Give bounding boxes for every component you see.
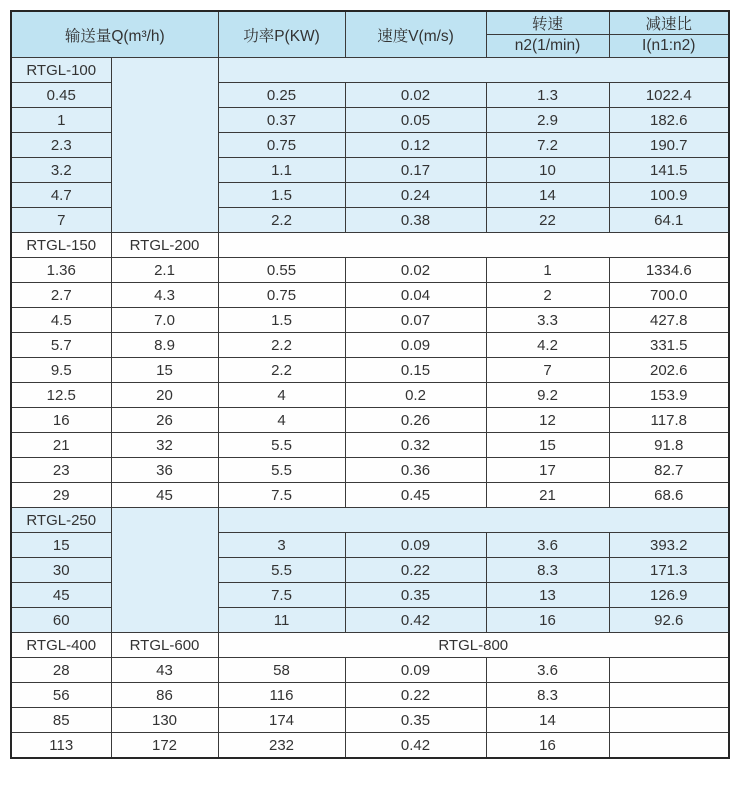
table-row [11,333,729,358]
value-cell: 5.7 [11,333,111,358]
table-row [11,733,729,759]
value-cell: 4.2 [486,333,609,358]
value-cell: 15 [11,533,111,558]
value-cell: 4.3 [111,283,218,308]
model-row [11,633,729,658]
value-cell: 91.8 [609,433,729,458]
value-cell: 1.5 [218,308,345,333]
value-cell: 60 [11,608,111,633]
value-cell: 2.1 [111,258,218,283]
value-cell: 43 [111,658,218,683]
value-cell: 26 [111,408,218,433]
value-cell: 331.5 [609,333,729,358]
value-cell: 1.36 [11,258,111,283]
value-cell: 0.38 [345,208,486,233]
value-cell: 116 [218,683,345,708]
value-cell: 36 [111,458,218,483]
value-cell: 16 [11,408,111,433]
spec-table [10,10,730,759]
value-cell: 7 [11,208,111,233]
value-cell: 130 [111,708,218,733]
value-cell: 1 [486,258,609,283]
value-cell: 2.9 [486,108,609,133]
value-cell: 141.5 [609,158,729,183]
value-cell: 8.3 [486,558,609,583]
value-cell: 17 [486,458,609,483]
empty-cell [609,658,729,683]
value-cell: 92.6 [609,608,729,633]
value-cell: 1.5 [218,183,345,208]
value-cell: 0.04 [345,283,486,308]
value-cell: 85 [11,708,111,733]
value-cell: 12.5 [11,383,111,408]
value-cell: 117.8 [609,408,729,433]
value-cell: 10 [486,158,609,183]
value-cell: 153.9 [609,383,729,408]
model-cell: RTGL-600 [111,633,218,658]
model-row [11,233,729,258]
table-row [11,483,729,508]
value-cell: 4.5 [11,308,111,333]
model-cell: RTGL-100 [11,58,111,83]
table-row [11,433,729,458]
value-cell: 5.5 [218,433,345,458]
value-cell: 0.26 [345,408,486,433]
value-cell: 393.2 [609,533,729,558]
value-cell: 0.37 [218,108,345,133]
value-cell: 30 [11,558,111,583]
value-cell: 56 [11,683,111,708]
value-cell: 0.25 [218,83,345,108]
header-row-1 [11,11,729,35]
value-cell: 58 [218,658,345,683]
value-cell: 0.2 [345,383,486,408]
value-cell: 22 [486,208,609,233]
value-cell: 4.7 [11,183,111,208]
value-cell: 0.09 [345,533,486,558]
value-cell: 14 [486,708,609,733]
value-cell: 3.2 [11,158,111,183]
value-cell: 0.36 [345,458,486,483]
table-row [11,708,729,733]
value-cell: 0.05 [345,108,486,133]
value-cell: 3 [218,533,345,558]
value-cell: 126.9 [609,583,729,608]
value-cell: 8.3 [486,683,609,708]
value-cell: 7.5 [218,583,345,608]
value-cell: 0.45 [11,83,111,108]
value-cell: 0.75 [218,283,345,308]
empty-cell [609,708,729,733]
value-cell: 2.7 [11,283,111,308]
value-cell: 4 [218,408,345,433]
table-row [11,458,729,483]
value-cell: 0.35 [345,708,486,733]
spec-table-body [11,11,729,758]
table-row [11,308,729,333]
empty-cell [218,58,729,83]
value-cell: 172 [111,733,218,759]
value-cell: 190.7 [609,133,729,158]
value-cell: 12 [486,408,609,433]
value-cell: 32 [111,433,218,458]
value-cell: 1 [11,108,111,133]
value-cell: 1334.6 [609,258,729,283]
value-cell: 86 [111,683,218,708]
value-cell: 15 [486,433,609,458]
value-cell: 2.2 [218,333,345,358]
value-cell: 11 [218,608,345,633]
value-cell: 0.75 [218,133,345,158]
value-cell: 0.09 [345,333,486,358]
value-cell: 0.22 [345,683,486,708]
value-cell: 232 [218,733,345,759]
value-cell: 16 [486,608,609,633]
empty-cell [609,733,729,759]
value-cell: 0.24 [345,183,486,208]
value-cell: 4 [218,383,345,408]
value-cell: 174 [218,708,345,733]
value-cell: 13 [486,583,609,608]
value-cell: 9.2 [486,383,609,408]
value-cell: 7 [486,358,609,383]
value-cell: 16 [486,733,609,759]
value-cell: 171.3 [609,558,729,583]
model-row [11,58,729,83]
model-cell: RTGL-150 [11,233,111,258]
value-cell: 82.7 [609,458,729,483]
value-cell: 5.5 [218,458,345,483]
table-row [11,408,729,433]
value-cell: 0.42 [345,733,486,759]
value-cell: 2.2 [218,358,345,383]
table-row [11,658,729,683]
value-cell: 3.3 [486,308,609,333]
value-cell: 7.0 [111,308,218,333]
value-cell: 202.6 [609,358,729,383]
value-cell: 0.22 [345,558,486,583]
table-row [11,358,729,383]
value-cell: 29 [11,483,111,508]
value-cell: 3.6 [486,533,609,558]
value-cell: 0.09 [345,658,486,683]
value-cell: 100.9 [609,183,729,208]
empty-cell [111,58,218,233]
column-header-rpm-sub: n2(1/min) [486,35,609,58]
table-row [11,283,729,308]
empty-cell [218,508,729,533]
model-row [11,508,729,533]
value-cell: 3.6 [486,658,609,683]
column-header-power: 功率P(KW) [218,11,345,58]
value-cell: 64.1 [609,208,729,233]
value-cell: 1.1 [218,158,345,183]
value-cell: 45 [111,483,218,508]
model-cell: RTGL-250 [11,508,111,533]
column-header-capacity: 输送量Q(m³/h) [11,11,218,58]
column-header-ratio: 减速比 [609,11,729,35]
table-row [11,683,729,708]
value-cell: 21 [11,433,111,458]
value-cell: 20 [111,383,218,408]
value-cell: 45 [11,583,111,608]
table-row [11,383,729,408]
value-cell: 0.12 [345,133,486,158]
model-cell: RTGL-800 [218,633,729,658]
value-cell: 8.9 [111,333,218,358]
value-cell: 7.5 [218,483,345,508]
value-cell: 0.55 [218,258,345,283]
column-header-speed: 速度V(m/s) [345,11,486,58]
empty-cell [111,508,218,633]
value-cell: 0.02 [345,83,486,108]
value-cell: 0.45 [345,483,486,508]
value-cell: 0.17 [345,158,486,183]
value-cell: 23 [11,458,111,483]
value-cell: 0.42 [345,608,486,633]
value-cell: 5.5 [218,558,345,583]
value-cell: 427.8 [609,308,729,333]
value-cell: 2.2 [218,208,345,233]
value-cell: 0.07 [345,308,486,333]
value-cell: 0.35 [345,583,486,608]
table-row [11,258,729,283]
value-cell: 113 [11,733,111,759]
value-cell: 15 [111,358,218,383]
value-cell: 7.2 [486,133,609,158]
value-cell: 0.15 [345,358,486,383]
value-cell: 1022.4 [609,83,729,108]
value-cell: 14 [486,183,609,208]
model-cell: RTGL-400 [11,633,111,658]
column-header-ratio-sub: I(n1:n2) [609,35,729,58]
empty-cell [218,233,729,258]
value-cell: 0.32 [345,433,486,458]
value-cell: 0.02 [345,258,486,283]
value-cell: 1.3 [486,83,609,108]
value-cell: 9.5 [11,358,111,383]
value-cell: 2.3 [11,133,111,158]
model-cell: RTGL-200 [111,233,218,258]
value-cell: 2 [486,283,609,308]
value-cell: 28 [11,658,111,683]
value-cell: 182.6 [609,108,729,133]
value-cell: 700.0 [609,283,729,308]
column-header-rpm: 转速 [486,11,609,35]
value-cell: 21 [486,483,609,508]
value-cell: 68.6 [609,483,729,508]
empty-cell [609,683,729,708]
